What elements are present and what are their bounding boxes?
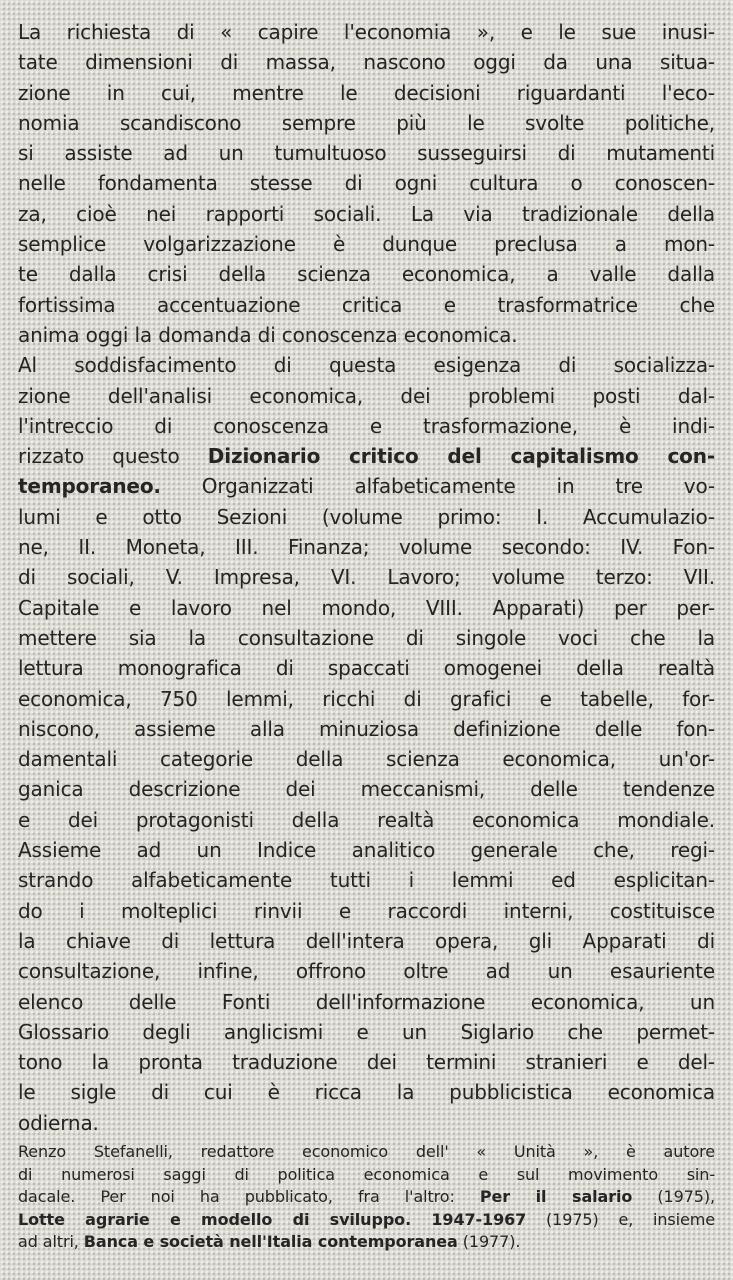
text-line: zione dell'analisi economica, dei problemi posti dal- bbox=[18, 383, 715, 408]
text-line: niscono, assieme alla minuziosa definizione delle fon- bbox=[18, 716, 715, 741]
book-title-bold: temporaneo. bbox=[18, 474, 161, 499]
bio-line bbox=[18, 1231, 715, 1254]
text-line: zione in cui, mentre le decisioni riguardanti l'eco- bbox=[18, 80, 715, 105]
text-run: Organizzati alfabeticamente in tre vo- bbox=[160, 474, 715, 499]
text-line: damentali categorie della scienza economica, un'or- bbox=[18, 747, 715, 772]
book-title-bold: Lotte agrarie e modello di sviluppo. 1947-1967 bbox=[18, 1209, 527, 1229]
text-line: anima oggi la domanda di conoscenza economica. bbox=[18, 322, 518, 347]
text-line bbox=[18, 441, 715, 471]
text-line: fortissima accentuazione critica e trasformatrice che bbox=[18, 292, 715, 317]
bio-line bbox=[18, 1209, 715, 1232]
text-line: ganica descrizione dei meccanismi, delle tendenze bbox=[18, 777, 715, 802]
text-run: (1975) e, insieme bbox=[526, 1209, 715, 1229]
text-line: e dei protagonisti della realtà economica mondiale. bbox=[18, 807, 715, 832]
text-line: consultazione, infine, offrono oltre ad un esauriente bbox=[18, 959, 715, 984]
text-run: (1977). bbox=[457, 1232, 521, 1252]
text-run: rizzato questo bbox=[18, 444, 208, 469]
text-line: elenco delle Fonti dell'informazione economica, un bbox=[18, 989, 715, 1014]
text-line: la chiave di lettura dell'intera opera, gli Apparati di bbox=[18, 928, 715, 953]
text-run: (1975), bbox=[632, 1187, 715, 1207]
book-title-bold: Banca e società nell'Italia contemporanea bbox=[83, 1232, 458, 1252]
text-line: do i molteplici rinvii e raccordi interni, costituisce bbox=[18, 898, 715, 923]
text-line: nomia scandiscono sempre più le svolte politiche, bbox=[18, 110, 715, 135]
text-line: tono la pronta traduzione dei termini stranieri e del- bbox=[18, 1050, 715, 1075]
text-run: dacale. Per noi ha pubblicato, fra l'altro: bbox=[18, 1187, 480, 1207]
bio-line: Renzo Stefanelli, redattore economico dell' « Unità », è autore bbox=[18, 1142, 715, 1161]
text-line: tate dimensioni di massa, nascono oggi da una situa- bbox=[18, 50, 715, 75]
text-line: La richiesta di « capire l'economia », e le sue inusi- bbox=[18, 20, 715, 44]
text-line: semplice volgarizzazione è dunque preclusa a mon- bbox=[18, 232, 715, 257]
text-line: lettura monografica di spaccati omogenei della realtà bbox=[18, 656, 715, 681]
text-line: Capitale e lavoro nel mondo, VIII. Apparati) per per- bbox=[18, 595, 715, 620]
text-line: za, cioè nei rapporti sociali. La via tradizionale della bbox=[18, 201, 715, 226]
text-line: si assiste ad un tumultuoso susseguirsi di mutamenti bbox=[18, 141, 715, 166]
text-line: Assieme ad un Indice analitico generale che, regi- bbox=[18, 838, 715, 863]
text-line: lumi e otto Sezioni (volume primo: I. Accumulazio- bbox=[18, 504, 715, 529]
text-line: nelle fondamenta stesse di ogni cultura o conoscen- bbox=[18, 171, 715, 196]
book-title-bold: Per il salario bbox=[479, 1187, 633, 1207]
text-line bbox=[18, 471, 715, 501]
description-paragraph bbox=[18, 17, 715, 1138]
author-bio bbox=[18, 1141, 715, 1254]
bio-line: di numerosi saggi di politica economica e sul movimento sin- bbox=[18, 1164, 715, 1184]
text-run: ad altri, bbox=[18, 1232, 84, 1252]
book-title-bold: Dizionario critico del capitalismo con- bbox=[207, 444, 716, 469]
text-line: di sociali, V. Impresa, VI. Lavoro; volume terzo: VII. bbox=[18, 565, 715, 590]
text-line: l'intreccio di conoscenza e trasformazione, è indi- bbox=[18, 413, 715, 438]
text-line: le sigle di cui è ricca la pubblicistica economica bbox=[18, 1080, 715, 1105]
text-line: te dalla crisi della scienza economica, a valle dalla bbox=[18, 262, 715, 287]
text-line: ne, II. Moneta, III. Finanza; volume secondo: IV. Fon- bbox=[18, 535, 715, 560]
text-line: odierna. bbox=[18, 1110, 99, 1135]
text-line: Glossario degli anglicismi e un Siglario che permet- bbox=[18, 1019, 715, 1044]
text-line: Al soddisfacimento di questa esigenza di socializza- bbox=[18, 353, 715, 378]
text-line: strando alfabeticamente tutti i lemmi ed esplicitan- bbox=[18, 868, 715, 893]
text-line: mettere sia la consultazione di singole voci che la bbox=[18, 625, 715, 650]
bio-line bbox=[18, 1186, 715, 1209]
text-line: economica, 750 lemmi, ricchi di grafici e tabelle, for- bbox=[18, 686, 715, 711]
